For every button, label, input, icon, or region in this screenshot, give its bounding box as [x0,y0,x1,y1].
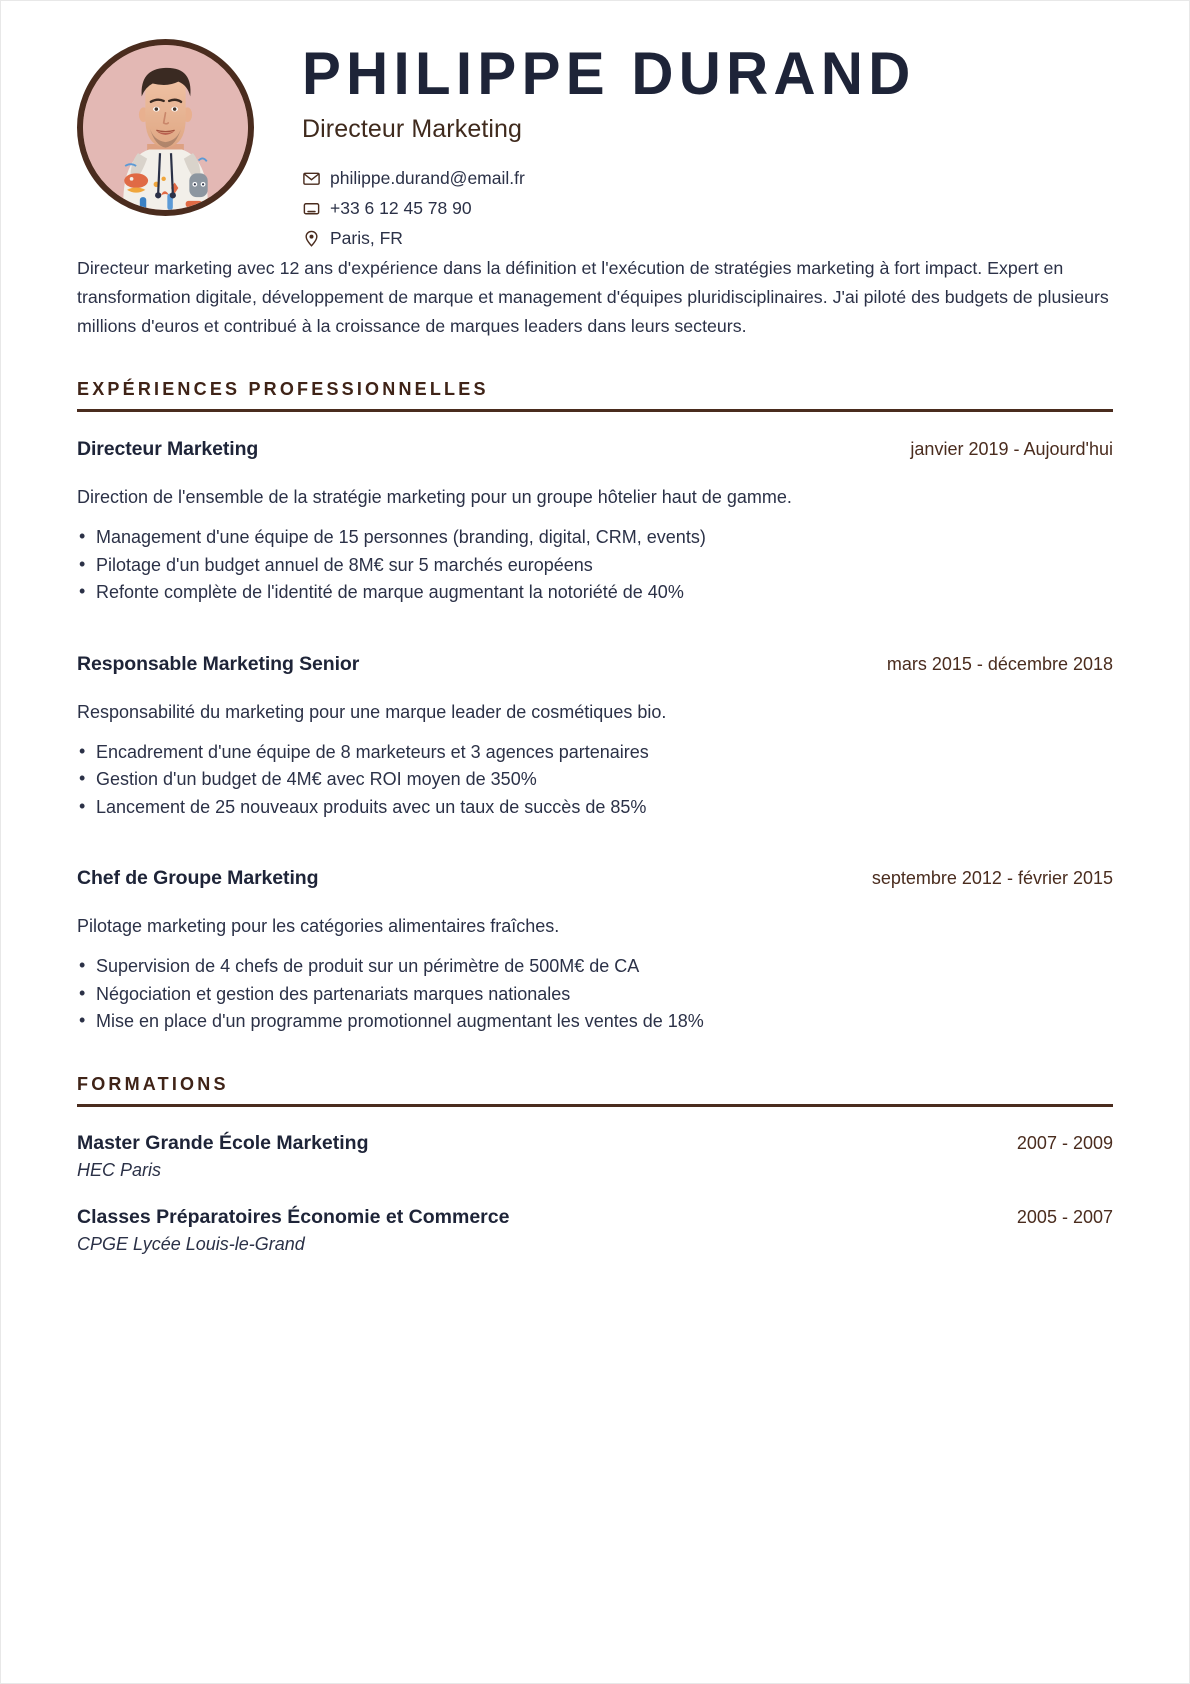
job-title-subtitle: Directeur Marketing [302,115,523,144]
phone-icon [302,199,321,218]
location-pin-icon [302,229,321,248]
list-item: • Management d'une équipe de 15 personnes (branding, digital, CRM, events) [77,524,1113,552]
header-text-block [269,35,1113,249]
experience-bullet-list [77,953,1113,1036]
experience-date-range: septembre 2012 - février 2015 [871,868,1113,889]
list-item: • Gestion d'un budget de 4M€ avec ROI moyen de 350% [77,766,1113,794]
list-item: • Pilotage d'un budget annuel de 8M€ sur 5 marchés européens [77,552,1113,580]
education-entry-header [77,1206,1113,1229]
experience-description: Pilotage marketing pour les catégories alimentaires fraîches. [77,916,560,937]
contact-location[interactable] [302,228,1113,249]
section-divider [77,1104,1113,1107]
spacer [77,821,1113,843]
experience-entry [77,653,1113,822]
education-school-name: HEC Paris [77,1159,162,1180]
contact-phone-value: +33 6 12 45 78 90 [330,198,472,219]
section-experience [77,379,1113,1036]
experience-entry-header [77,438,1113,461]
experience-date-range: mars 2015 - décembre 2018 [886,653,1113,674]
education-date-range: 2007 - 2009 [1016,1132,1113,1153]
education-degree-title: Master Grande École Marketing [77,1131,369,1154]
contact-list [302,168,1113,249]
section-title-experience: EXPÉRIENCES PROFESSIONNELLES [77,378,489,399]
list-item: • Mise en place d'un programme promotionnel augmentant les ventes de 18% [77,1008,1113,1036]
contact-phone[interactable] [302,198,1113,219]
education-degree-title: Classes Préparatoires Économie et Commerce [77,1205,510,1228]
profile-summary: Directeur marketing avec 12 ans d'expérience dans la définition et l'exécution de stratégies marketing à fort impact. Expert en transformation digitale, développement de marque et management d'équipes pluridisciplinaires. J'ai piloté des budgets de plusieurs millions d'euros et contribué à la croissance de marques leaders dans leurs secteurs. [77,258,1109,337]
experience-job-title: Responsable Marketing Senior [77,652,360,675]
contact-email-value: philippe.durand@email.fr [330,168,525,189]
list-item: • Encadrement d'une équipe de 8 marketeurs et 3 agences partenaires [77,739,1113,767]
experience-bullet-list [77,524,1113,607]
section-title-education: FORMATIONS [77,1073,229,1094]
avatar [77,39,254,216]
contact-email[interactable] [302,168,1113,189]
experience-date-range: janvier 2019 - Aujourd'hui [910,438,1113,459]
experience-description: Responsabilité du marketing pour une marque leader de cosmétiques bio. [77,701,667,722]
page-title: PHILIPPE DURAND [302,40,916,107]
education-entry [77,1132,1113,1181]
experience-entry-header [77,653,1113,676]
experience-job-title: Directeur Marketing [77,437,259,460]
list-item: • Lancement de 25 nouveaux produits avec un taux de succès de 85% [77,794,1113,822]
experience-description: Direction de l'ensemble de la stratégie marketing pour un groupe hôtelier haut de gamme. [77,486,792,507]
section-education [77,1074,1113,1255]
avatar-container [77,35,269,216]
list-item: • Négociation et gestion des partenariats marques nationales [77,981,1113,1009]
list-item: • Refonte complète de l'identité de marque augmentant la notoriété de 40% [77,579,1113,607]
section-divider [77,409,1113,412]
experience-entry [77,438,1113,607]
spacer [77,607,1113,629]
envelope-icon [302,169,321,188]
education-entry [77,1206,1113,1255]
education-school-name: CPGE Lycée Louis-le-Grand [77,1233,305,1254]
experience-bullet-list [77,739,1113,822]
contact-location-value: Paris, FR [330,228,403,249]
resume-header [77,35,1113,249]
experience-job-title: Chef de Groupe Marketing [77,867,319,890]
education-date-range: 2005 - 2007 [1016,1206,1113,1227]
list-item: • Supervision de 4 chefs de produit sur un périmètre de 500M€ de CA [77,953,1113,981]
education-entry-header [77,1132,1113,1155]
experience-entry-header [77,867,1113,890]
experience-entry [77,867,1113,1036]
